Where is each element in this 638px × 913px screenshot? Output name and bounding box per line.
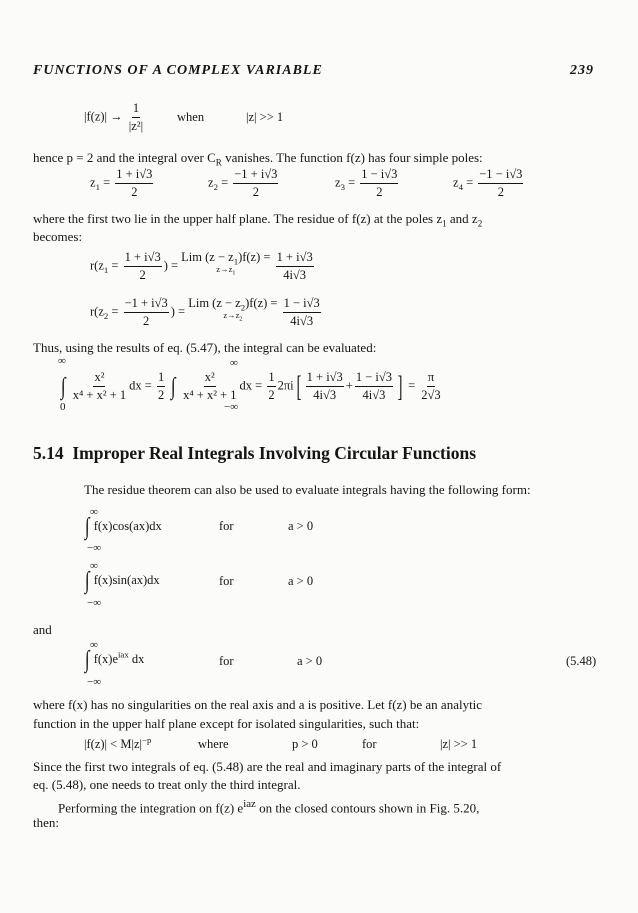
pole-num: −1 − i√3: [478, 167, 523, 184]
limit-sub: 2: [240, 302, 246, 313]
term1-den: 4i√3: [313, 388, 337, 402]
residue-arg-den: 2: [143, 314, 150, 328]
residue-arg-num: −1 + i√3: [124, 296, 169, 313]
residue-den: 4i√3: [283, 268, 307, 282]
limit-under-sub: 1: [232, 270, 236, 277]
paragraph-hence: [33, 150, 483, 166]
exp-integral: [84, 648, 144, 672]
integrand-den: x⁴ + x² + 1: [72, 388, 127, 402]
residue-arg-den: 2: [139, 268, 146, 282]
paragraph-perform: [58, 796, 479, 816]
paragraph-then: then:: [33, 815, 59, 830]
bracket-left: [: [296, 369, 302, 403]
bound2-p: p > 0: [292, 737, 318, 751]
and-text: and: [33, 622, 52, 637]
half-den: 2: [157, 388, 165, 402]
limit-tail: )f(z) =: [245, 296, 278, 310]
residue-z2: $r(z_2$ = $\frac{-1 + i√3}{2}$ ) = Lim $(z - z_2)f(z)$ = $z\to z_2$ $\frac{1 - i√3}{4i√3}$: [90, 296, 320, 328]
sin-integrand: f(x)sin(ax)dx: [93, 572, 160, 587]
bound2-exponent: −p: [142, 734, 152, 745]
running-header: FUNCTIONS OF A COMPLEX VARIABLE: [33, 63, 323, 78]
exp-exponent: iax: [118, 649, 129, 660]
bound-when: when: [177, 110, 205, 124]
pole-z4: $z_4$ = $\frac{-1 - i√3}{2}$: [453, 167, 523, 199]
pole-den: 2: [497, 185, 504, 199]
equation-number: (5.48): [566, 654, 597, 668]
paragraph-since-line2: eq. (5.48), one needs to treat only the third integral.: [33, 777, 301, 792]
bound-condition: |z| >> 1: [246, 110, 284, 124]
cos-condition: a > 0: [288, 519, 314, 533]
sin-for: for: [219, 574, 234, 588]
pole-num: 1 − i√3: [360, 167, 398, 184]
cos-integrand: f(x)cos(ax)dx: [93, 518, 162, 533]
sin-upper-limit: ∞: [90, 560, 98, 572]
half-num: 1: [157, 370, 165, 387]
pole-den: 2: [376, 185, 383, 199]
residue-den: 4i√3: [290, 314, 314, 328]
pole-name: z: [90, 175, 96, 190]
paragraph-thus: Thus, using the results of eq. (5.47), the integral can be evaluated:: [33, 340, 377, 355]
cos-lower-limit: −∞: [87, 542, 102, 554]
cos-upper-limit: ∞: [90, 506, 98, 518]
bound2-condition: |z| >> 1: [440, 737, 478, 751]
pole-num: 1 + i√3: [115, 167, 153, 184]
sin-condition: a > 0: [288, 574, 314, 588]
pole-name: z: [335, 175, 341, 190]
int2-upper-limit: ∞: [230, 357, 238, 369]
residue-arg-num: 1 + i√3: [124, 250, 162, 267]
paragraph-since-line1: Since the first two integrals of eq. (5.48) are the real and imaginary parts of the integral of: [33, 759, 502, 774]
page-number: 239: [570, 63, 594, 78]
residue-sub: 2: [103, 310, 109, 321]
bound2-lhs: [84, 734, 152, 752]
two-pi-i: 2πi: [277, 378, 294, 393]
integral-sign: ∫: [84, 647, 90, 673]
cos-integral: [84, 515, 162, 539]
half-den: 2: [268, 388, 275, 402]
limit-under: z→z: [223, 310, 240, 320]
residue-num: 1 − i√3: [283, 296, 321, 313]
paragraph-nosing-line2: function in the upper half plane except for isolated singularities, such that:: [33, 716, 420, 731]
integrand-num: x²: [204, 370, 216, 387]
paragraph-upper-line2: becomes:: [33, 229, 83, 244]
limit-text: Lim (z − z: [181, 250, 234, 264]
paragraph-nosing-line1: where f(x) has no singularities on the real axis and a is positive. Let f(z) be an analytic: [33, 697, 483, 712]
bracket-right: ]: [397, 369, 403, 403]
upper-text: where the first two lie in the upper half plane. The residue of f(z) at the poles z: [33, 211, 443, 226]
pole-index: 1: [95, 181, 100, 192]
residue-num: 1 + i√3: [276, 250, 314, 267]
sin-lower-limit: −∞: [87, 597, 102, 609]
pole-den: 2: [131, 185, 138, 199]
exp-condition: a > 0: [297, 654, 323, 668]
result-num: π: [427, 370, 435, 387]
int-upper-limit: ∞: [58, 355, 66, 367]
residue-sub: 1: [103, 264, 109, 275]
limit-text: Lim (z − z: [188, 296, 241, 310]
term2-den: 4i√3: [362, 388, 386, 402]
pole-den: 2: [252, 185, 259, 199]
integral-sign: ∫: [60, 373, 66, 400]
perform-exponent: iaz: [243, 798, 256, 810]
integral-evaluation: ∫ $\frac{\text{x²}}{\text{x⁴ + x² + 1}}$ dx = $\frac{1}{2}$ ∫ $\frac{\text{x²}}{\text{x⁴ + x² + 1}}$ dx = $\frac{1}{2}$ 2πi[ $\frac{1 + i√3}{4i√3}$ + $\frac{1 - i√3}{4i√3}$ ] = $\frac{\pi}{2√3}$: [60, 369, 441, 403]
integral-sign: ∫: [84, 514, 90, 540]
bound-equation: [84, 101, 146, 134]
limit-sub: 1: [233, 256, 239, 267]
pole-index: 3: [340, 181, 345, 192]
half-num: 1: [267, 370, 275, 387]
perform-tail: on the closed contours shown in Fig. 5.20,: [255, 800, 480, 816]
residue-z1: $r(z_1$ = $\frac{1 + i√3}{2}$ ) = Lim $(z - z_1)f(z)$ = $z\to z_1$ $\frac{1 + i√3}{4i√3}$: [90, 250, 313, 282]
paragraph-residue-theorem: The residue theorem can also be used to evaluate integrals having the following form:: [84, 482, 531, 497]
integrand-den: x⁴ + x² + 1: [183, 388, 237, 402]
pole-z1: $z_1$ = $\frac{1 + i√3}{2}$: [90, 167, 153, 199]
exp-for: for: [219, 654, 234, 668]
pole-index: 4: [458, 181, 463, 192]
cos-for: for: [219, 519, 234, 533]
pole-num: −1 + i√3: [233, 167, 278, 184]
pole-z2: $z_2$ = $\frac{-1 + i√3}{2}$: [208, 167, 278, 199]
hence-text: hence p = 2 and the integral over C: [33, 150, 216, 165]
sin-integral: [84, 569, 160, 593]
pole-index: 2: [213, 181, 218, 192]
integral-sign: ∫: [171, 373, 176, 400]
int-lower-limit: 0: [60, 401, 66, 413]
result-den: 2√3: [421, 388, 441, 402]
residue-lhs: r(z: [90, 258, 104, 273]
bound-fraction: [128, 101, 144, 134]
limit-under-sub: 2: [239, 316, 243, 323]
bound2-where: where: [198, 737, 229, 751]
bound2-text: |f(z)| < M|z|: [84, 737, 143, 751]
integrand-num: x²: [93, 370, 105, 387]
section-number: 5.14: [33, 443, 64, 463]
term2-num: 1 − i√3: [355, 370, 393, 387]
limit-tail: )f(z) =: [238, 250, 271, 264]
limit-under: z→z: [216, 264, 233, 274]
exp-lower-limit: −∞: [87, 676, 102, 688]
bound-den: |z²|: [128, 119, 144, 133]
int2-lower-limit: −∞: [224, 401, 239, 413]
term1-num: 1 + i√3: [306, 370, 344, 387]
section-heading: [33, 443, 476, 464]
exp-integrand: f(x)e: [93, 651, 118, 666]
bound-num: 1: [132, 101, 140, 118]
integral-sign: ∫: [84, 568, 90, 594]
exp-upper-limit: ∞: [90, 639, 98, 651]
hence-tail: vanishes. The function f(z) has four simple poles:: [221, 150, 483, 165]
bound-lhs: |f(z)| →: [84, 109, 123, 124]
pole-name: z: [453, 175, 459, 190]
bound2-for: for: [362, 737, 377, 751]
perform-text: Performing the integration on f(z) e: [58, 800, 244, 816]
hence-sub: R: [215, 157, 222, 168]
pole-z3: $z_3$ = $\frac{1 - i√3}{2}$: [335, 167, 398, 199]
exp-dx: dx: [128, 651, 145, 666]
limit-expression: [181, 250, 271, 277]
section-title: Improper Real Integrals Involving Circular Functions: [72, 443, 477, 463]
pole-name: z: [208, 175, 214, 190]
paragraph-upper-line1: where the first two lie in the upper half plane. The residue of f(z) at the poles $z_1$ and $z_2$: [33, 211, 483, 229]
residue-lhs: r(z: [90, 304, 104, 319]
limit-expression: [188, 296, 278, 323]
